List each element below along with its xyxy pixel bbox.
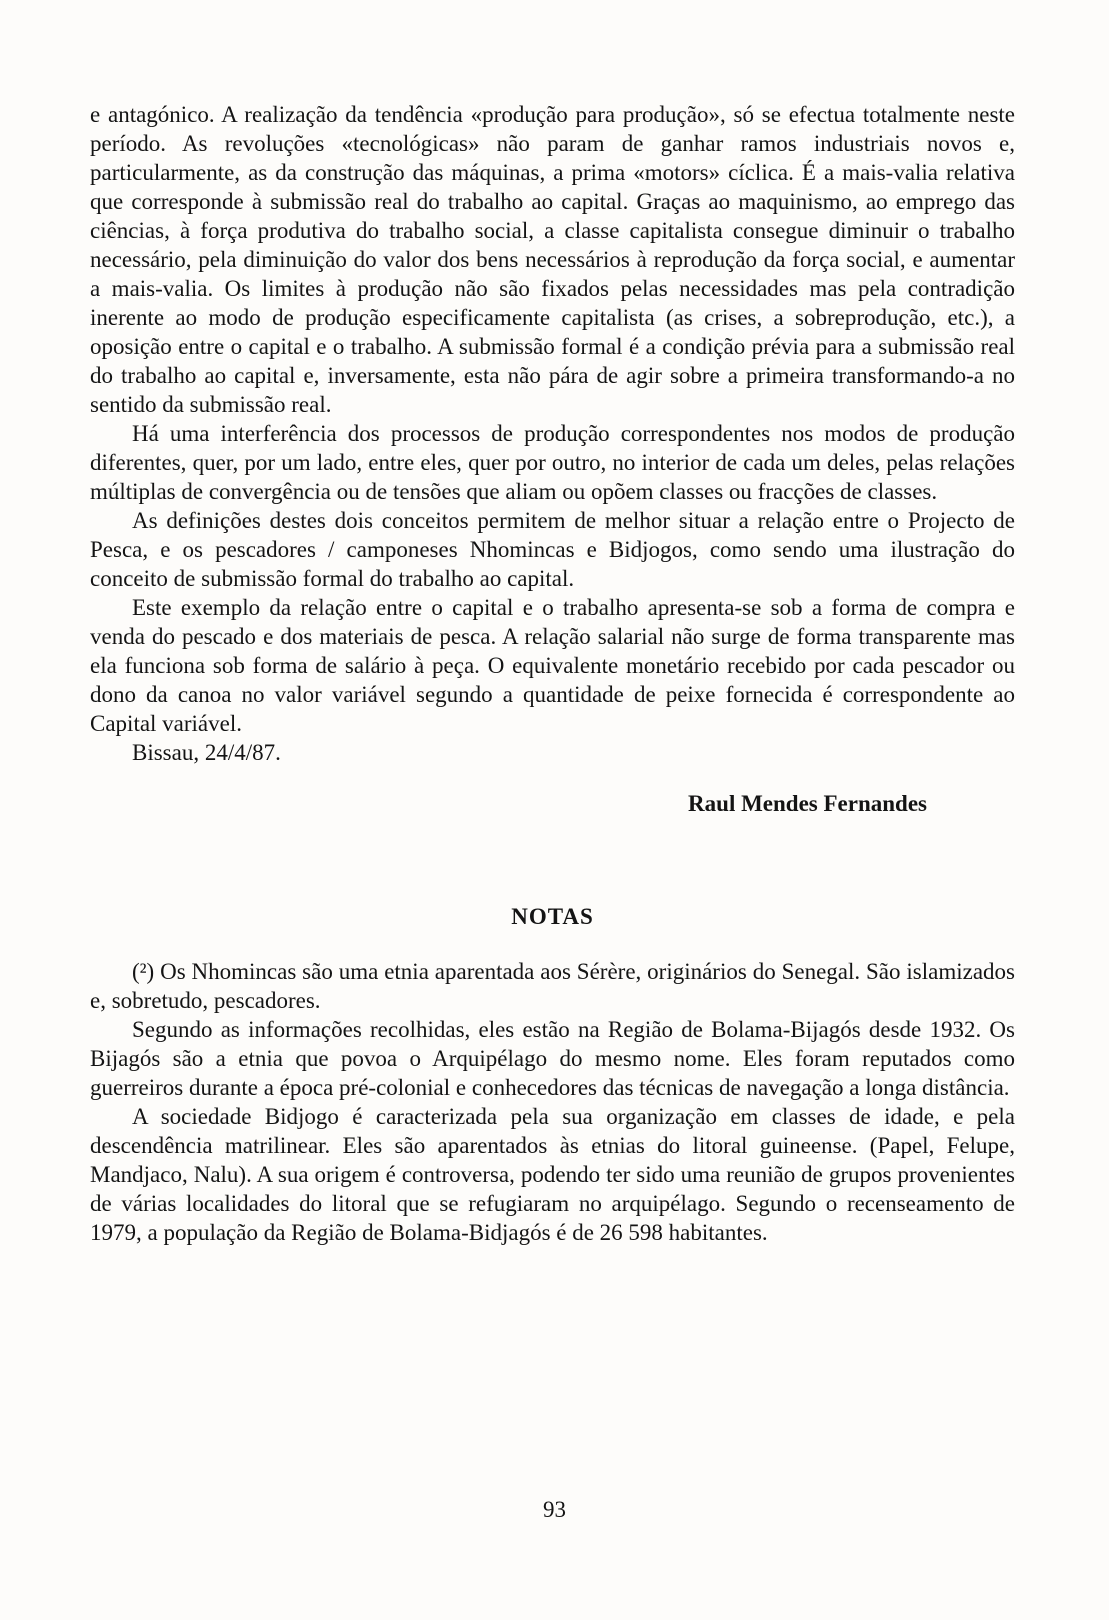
footnote-paragraph: A sociedade Bidjogo é caracterizada pela sua organização em classes de idade, e pela descendência matrilinear. Eles são aparentados às etnias do litoral guineense. (Papel, Felupe, Mandjaco, Nalu). A sua origem é controversa, podendo ter sido uma reunião de grupos provenientes de várias localidades do litoral que se refugiaram no arquipélago. Segundo o recenseamento de 1979, a população da Região de Bolama-Bidjagós é de 26 598 habitantes.	[90, 1104, 1015, 1245]
dateline: Bissau, 24/4/87.	[132, 740, 281, 765]
notes-heading: NOTAS	[511, 904, 594, 929]
page-number: 93	[543, 1497, 566, 1522]
main-text-block	[90, 100, 1015, 767]
paragraph-continuation: e antagónico. A realização da tendência «produção para produção», só se efectua totalmente neste período. As revoluções «tecnológicas» não param de ganhar ramos industriais novos e, particularmente, as da construção das máquinas, a prima «motors» cíclica. É a mais-valia relativa que corresponde à submissão real do trabalho ao capital. Graças ao maquinismo, ao emprego das ciências, à força produtiva do trabalho social, a classe capitalista consegue diminuir o trabalho necessário, pela diminuição do valor dos bens necessários à reprodução da força social, e aumentar a mais-valia. Os limites à produção não são fixados pelas necessidades mas pela contradição inerente ao modo de produção especificamente capitalista (as crises, a sobreprodução, etc.), a oposição entre o capital e o trabalho. A submissão formal é a condição prévia para a submissão real do trabalho ao capital e, inversamente, esta não pára de agir sobre a primeira transformando-a no sentido da submissão real.	[90, 102, 1015, 417]
paragraph: As definições destes dois conceitos permitem de melhor situar a relação entre o Projecto de Pesca, e os pescadores / camponeses Nhomincas e Bidjogos, como sendo uma ilustração do conceito de submissão formal do trabalho ao capital.	[90, 508, 1015, 591]
paragraph: Há uma interferência dos processos de produção correspondentes nos modos de produção diferentes, quer, por um lado, entre eles, quer por outro, no interior de cada um deles, pelas relações múltiplas de convergência ou de tensões que aliam ou opõem classes ou fracções de classes.	[90, 421, 1015, 504]
author-name: Raul Mendes Fernandes	[688, 791, 927, 816]
footnote-paragraph: (²) Os Nhomincas são uma etnia aparentada aos Sérère, originários do Senegal. São islamizados e, sobretudo, pescadores.	[90, 959, 1015, 1013]
notes-section	[90, 957, 1015, 1247]
footnote-paragraph: Segundo as informações recolhidas, eles estão na Região de Bolama-Bijagós desde 1932. Os Bijagós são a etnia que povoa o Arquipélago do mesmo nome. Eles foram reputados como guerreiros durante a época pré-colonial e conhecedores das técnicas de navegação a longa distância.	[90, 1017, 1015, 1100]
paragraph: Este exemplo da relação entre o capital e o trabalho apresenta-se sob a forma de compra e venda do pescado e dos materiais de pesca. A relação salarial não surge de forma transparente mas ela funciona sob forma de salário à peça. O equivalente monetário recebido por cada pescador ou dono da canoa no valor variável segundo a quantidade de peixe fornecida é correspondente ao Capital variável.	[90, 595, 1015, 736]
